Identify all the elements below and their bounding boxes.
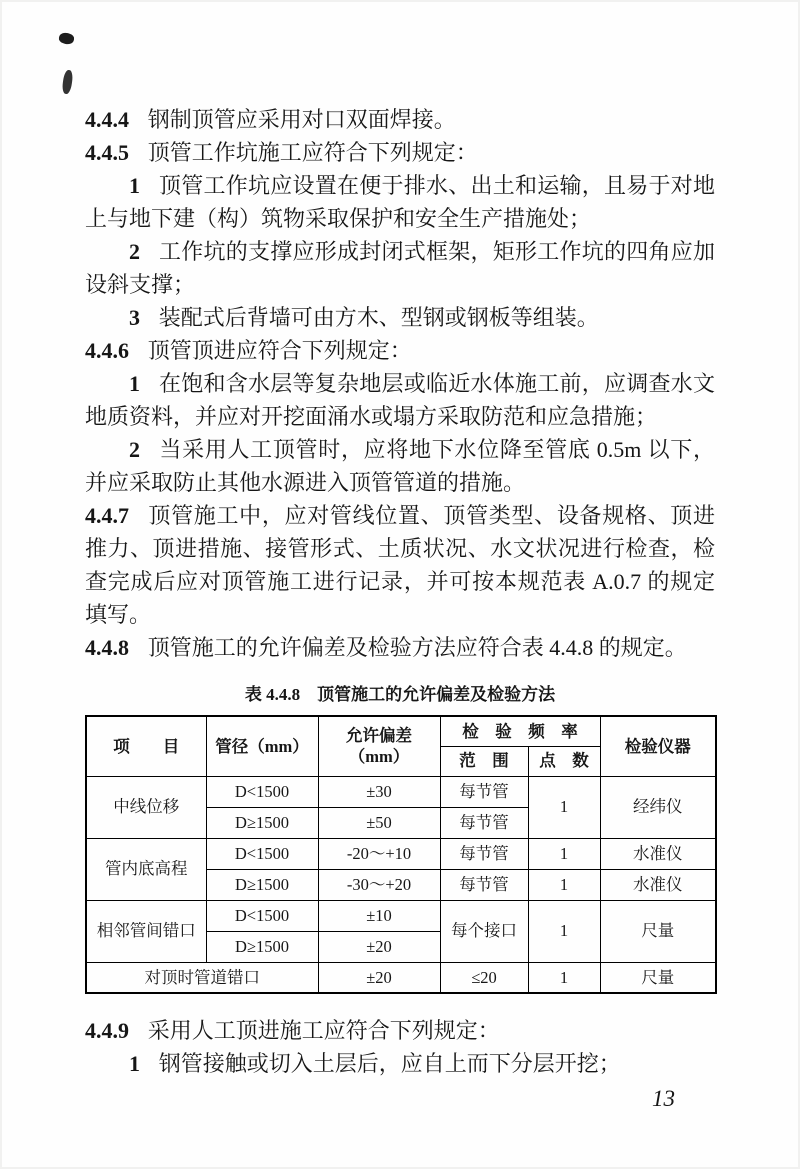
table-cell-deviation: ±30 xyxy=(318,776,440,807)
table-cell-diameter: D<1500 xyxy=(206,900,318,931)
table-header-frequency: 检 验 频 率 xyxy=(440,716,600,746)
clause-paragraph-4-4-8 xyxy=(85,631,715,664)
table-header-range: 范 围 xyxy=(440,746,528,776)
table-cell-diameter: D≥1500 xyxy=(206,931,318,962)
clause-paragraph-4-4-5 xyxy=(85,136,715,169)
table-cell-range: ≤20 xyxy=(440,962,528,993)
subitem-paragraph xyxy=(85,367,715,433)
table-cell-deviation: ±50 xyxy=(318,807,440,838)
table-cell-points: 1 xyxy=(528,838,600,869)
subitem-paragraph xyxy=(85,301,715,334)
table-cell-deviation: ±20 xyxy=(318,931,440,962)
subitem-number: 1 xyxy=(129,173,140,198)
table-row xyxy=(86,962,716,993)
clause-paragraph-4-4-4 xyxy=(85,103,715,136)
table-row xyxy=(86,900,716,931)
table-cell-range: 每节管 xyxy=(440,807,528,838)
table-cell-item: 相邻管间错口 xyxy=(86,900,206,962)
table-cell-range: 每节管 xyxy=(440,838,528,869)
subitem-text: 顶管工作坑应设置在便于排水、出土和运输，且易于对地上与地下建（构）筑物采取保护和安全生产措施处； xyxy=(85,173,715,231)
clause-text: 采用人工顶进施工应符合下列规定： xyxy=(147,1018,500,1043)
table-row xyxy=(86,838,716,869)
scan-artifact xyxy=(58,31,75,46)
subitem-paragraph xyxy=(85,433,715,499)
table-cell-points: 1 xyxy=(528,869,600,900)
subitem-text: 钢管接触或切入土层后，应自上而下分层开挖； xyxy=(158,1051,621,1076)
table-cell-item: 管内底高程 xyxy=(86,838,206,900)
clause-text: 顶管顶进应符合下列规定： xyxy=(147,338,412,363)
table-header-item: 项 目 xyxy=(86,716,206,776)
subitem-number: 2 xyxy=(129,239,140,264)
table-header-deviation-line1: 允许偏差 xyxy=(346,725,412,745)
table-cell-diameter: D≥1500 xyxy=(206,869,318,900)
table-cell-deviation: -20～+10 xyxy=(318,838,440,869)
subitem-number: 3 xyxy=(129,305,140,330)
table-header-points: 点 数 xyxy=(528,746,600,776)
table-header-instrument: 检验仪器 xyxy=(600,716,716,776)
clause-number: 4.4.4 xyxy=(85,107,129,132)
table-cell-deviation: ±10 xyxy=(318,900,440,931)
clause-number: 4.4.6 xyxy=(85,338,129,363)
clause-number: 4.4.8 xyxy=(85,635,129,660)
table-cell-instrument: 尺量 xyxy=(600,900,716,962)
subitem-paragraph xyxy=(85,1047,715,1080)
table-cell-range: 每节管 xyxy=(440,776,528,807)
tolerance-table xyxy=(85,715,717,994)
table-cell-instrument: 经纬仪 xyxy=(600,776,716,838)
clause-paragraph-4-4-7 xyxy=(85,499,715,631)
table-cell-points: 1 xyxy=(528,900,600,962)
table-cell-diameter: D<1500 xyxy=(206,776,318,807)
table-cell-item: 对顶时管道错口 xyxy=(86,962,318,993)
clause-paragraph-4-4-9 xyxy=(85,1014,715,1047)
table-cell-range: 每个接口 xyxy=(440,900,528,962)
table-cell-instrument: 水准仪 xyxy=(600,838,716,869)
subitem-text: 装配式后背墙可由方木、型钢或钢板等组装。 xyxy=(158,305,599,330)
clause-number: 4.4.9 xyxy=(85,1018,129,1043)
subitem-text: 工作坑的支撑应形成封闭式框架，矩形工作坑的四角应加设斜支撑； xyxy=(85,239,715,297)
table-cell-item: 中线位移 xyxy=(86,776,206,838)
clause-text: 顶管工作坑施工应符合下列规定： xyxy=(147,140,478,165)
clause-number: 4.4.5 xyxy=(85,140,129,165)
clause-paragraph-4-4-6 xyxy=(85,334,715,367)
subitem-paragraph xyxy=(85,235,715,301)
subitem-number: 1 xyxy=(129,1051,140,1076)
table-caption: 表 4.4.8 顶管施工的允许偏差及检验方法 xyxy=(244,685,556,704)
subitem-number: 2 xyxy=(129,437,140,462)
table-cell-instrument: 水准仪 xyxy=(600,869,716,900)
table-header-deviation-line2: （mm） xyxy=(348,747,410,767)
subitem-paragraph xyxy=(85,169,715,235)
clause-number: 4.4.7 xyxy=(85,503,129,528)
table-cell-points: 1 xyxy=(528,776,600,838)
table-cell-diameter: D<1500 xyxy=(206,838,318,869)
page-content xyxy=(85,103,715,1080)
clause-text: 顶管施工中，应对管线位置、顶管类型、设备规格、顶进推力、顶进措施、接管形式、土质状况、水文状况进行检查，检查完成后应对顶管施工进行记录，并可按本规范表 A.0.7 的规定填写。 xyxy=(85,503,715,627)
table-header-deviation xyxy=(318,716,440,776)
table-cell-diameter: D≥1500 xyxy=(206,807,318,838)
subitem-number: 1 xyxy=(129,371,140,396)
clause-text: 钢制顶管应采用对口双面焊接。 xyxy=(147,107,456,132)
table-cell-deviation: -30～+20 xyxy=(318,869,440,900)
subitem-text: 在饱和含水层等复杂地层或临近水体施工前，应调查水文地质资料，并应对开挖面涌水或塌方采取防范和应急措施； xyxy=(85,371,715,429)
subitem-text: 当采用人工顶管时，应将地下水位降至管底 0.5m 以下，并应采取防止其他水源进入顶管管道的措施。 xyxy=(85,437,715,495)
table-cell-deviation: ±20 xyxy=(318,962,440,993)
scan-artifact xyxy=(61,69,73,94)
table-header-diameter: 管径（mm） xyxy=(206,716,318,776)
table-cell-instrument: 尺量 xyxy=(600,962,716,993)
table-cell-range: 每节管 xyxy=(440,869,528,900)
table-row xyxy=(86,776,716,807)
clause-text: 顶管施工的允许偏差及检验方法应符合表 4.4.8 的规定。 xyxy=(147,635,687,660)
table-cell-points: 1 xyxy=(528,962,600,993)
page-number: 13 xyxy=(652,1086,675,1111)
